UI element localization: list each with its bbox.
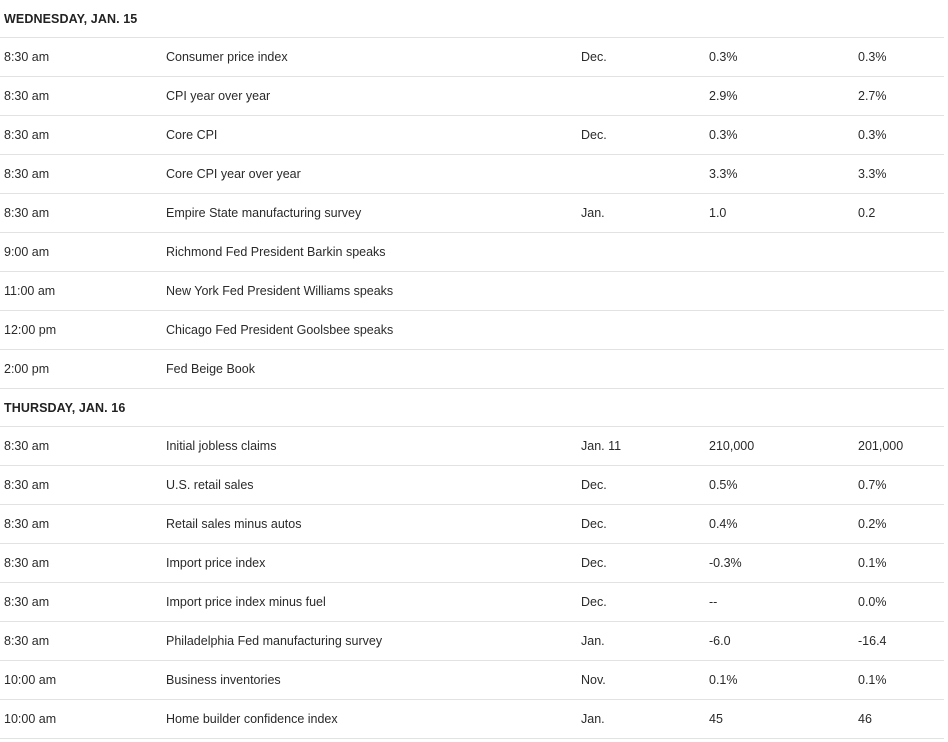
table-row — [0, 311, 944, 350]
forecast-cell: 210,000 — [709, 439, 755, 453]
event-cell: Consumer price index — [166, 50, 288, 64]
event-cell: Philadelphia Fed manufacturing survey — [166, 634, 383, 648]
day-header: THURSDAY, JAN. 16 — [0, 389, 944, 427]
event-cell: Initial jobless claims — [166, 439, 277, 453]
time-cell: 8:30 am — [4, 439, 50, 453]
event-cell: Retail sales minus autos — [166, 517, 302, 531]
period-cell: Dec. — [581, 556, 607, 570]
table-row — [0, 466, 944, 505]
previous-cell: 3.3% — [858, 167, 887, 181]
forecast-cell: 2.9% — [709, 89, 738, 103]
previous-cell: 0.3% — [858, 50, 887, 64]
table-row — [0, 350, 944, 389]
event-cell: Home builder confidence index — [166, 712, 338, 726]
time-cell: 12:00 pm — [4, 323, 57, 337]
forecast-cell: 0.1% — [709, 673, 738, 687]
previous-cell: 0.2 — [858, 206, 876, 220]
table-row — [0, 427, 944, 466]
event-cell: Chicago Fed President Goolsbee speaks — [166, 323, 394, 337]
forecast-cell: -- — [709, 595, 718, 609]
previous-cell: 46 — [858, 712, 872, 726]
forecast-cell: 0.5% — [709, 478, 738, 492]
event-cell: U.S. retail sales — [166, 478, 254, 492]
period-cell: Jan. 11 — [581, 439, 622, 453]
time-cell: 8:30 am — [4, 128, 50, 142]
forecast-cell: -6.0 — [709, 634, 731, 648]
period-cell: Jan. — [581, 634, 605, 648]
time-cell: 8:30 am — [4, 556, 50, 570]
day-header: WEDNESDAY, JAN. 15 — [0, 0, 944, 38]
forecast-cell: 0.3% — [709, 128, 738, 142]
table-row — [0, 700, 944, 739]
period-cell: Jan. — [581, 206, 605, 220]
time-cell: 8:30 am — [4, 517, 50, 531]
table-row — [0, 544, 944, 583]
time-cell: 8:30 am — [4, 634, 50, 648]
time-cell: 8:30 am — [4, 478, 50, 492]
table-row — [0, 38, 944, 77]
forecast-cell: 1.0 — [709, 206, 727, 220]
event-cell: Import price index — [166, 556, 266, 570]
time-cell: 9:00 am — [4, 245, 50, 259]
time-cell: 8:30 am — [4, 89, 50, 103]
previous-cell: 0.7% — [858, 478, 887, 492]
previous-cell: 0.1% — [858, 673, 887, 687]
table-row — [0, 583, 944, 622]
forecast-cell: 45 — [709, 712, 723, 726]
time-cell: 2:00 pm — [4, 362, 50, 376]
table-row — [0, 233, 944, 272]
previous-cell: 0.3% — [858, 128, 887, 142]
previous-cell: -16.4 — [858, 634, 887, 648]
forecast-cell: 0.3% — [709, 50, 738, 64]
table-row — [0, 77, 944, 116]
table-row — [0, 116, 944, 155]
period-cell: Dec. — [581, 128, 607, 142]
time-cell: 8:30 am — [4, 50, 50, 64]
event-cell: Empire State manufacturing survey — [166, 206, 362, 220]
event-cell: Core CPI year over year — [166, 167, 301, 181]
event-cell: Import price index minus fuel — [166, 595, 326, 609]
time-cell: 8:30 am — [4, 206, 50, 220]
period-cell: Nov. — [581, 673, 606, 687]
event-cell: Richmond Fed President Barkin speaks — [166, 245, 386, 259]
event-cell: Fed Beige Book — [166, 362, 255, 376]
table-row — [0, 194, 944, 233]
time-cell: 8:30 am — [4, 167, 50, 181]
table-row — [0, 505, 944, 544]
period-cell: Dec. — [581, 595, 607, 609]
time-cell: 10:00 am — [4, 673, 57, 687]
previous-cell: 2.7% — [858, 89, 887, 103]
previous-cell: 201,000 — [858, 439, 904, 453]
time-cell: 11:00 am — [4, 284, 56, 298]
period-cell: Jan. — [581, 712, 605, 726]
period-cell: Dec. — [581, 478, 607, 492]
table-row — [0, 661, 944, 700]
event-cell: Core CPI — [166, 128, 218, 142]
table-row — [0, 155, 944, 194]
time-cell: 8:30 am — [4, 595, 50, 609]
forecast-cell: 0.4% — [709, 517, 738, 531]
previous-cell: 0.1% — [858, 556, 887, 570]
table-row — [0, 272, 944, 311]
time-cell: 10:00 am — [4, 712, 57, 726]
previous-cell: 0.2% — [858, 517, 887, 531]
previous-cell: 0.0% — [858, 595, 887, 609]
period-cell: Dec. — [581, 50, 607, 64]
table-row — [0, 622, 944, 661]
forecast-cell: -0.3% — [709, 556, 742, 570]
event-cell: Business inventories — [166, 673, 281, 687]
forecast-cell: 3.3% — [709, 167, 738, 181]
event-cell: New York Fed President Williams speaks — [166, 284, 394, 298]
event-cell: CPI year over year — [166, 89, 271, 103]
period-cell: Dec. — [581, 517, 607, 531]
